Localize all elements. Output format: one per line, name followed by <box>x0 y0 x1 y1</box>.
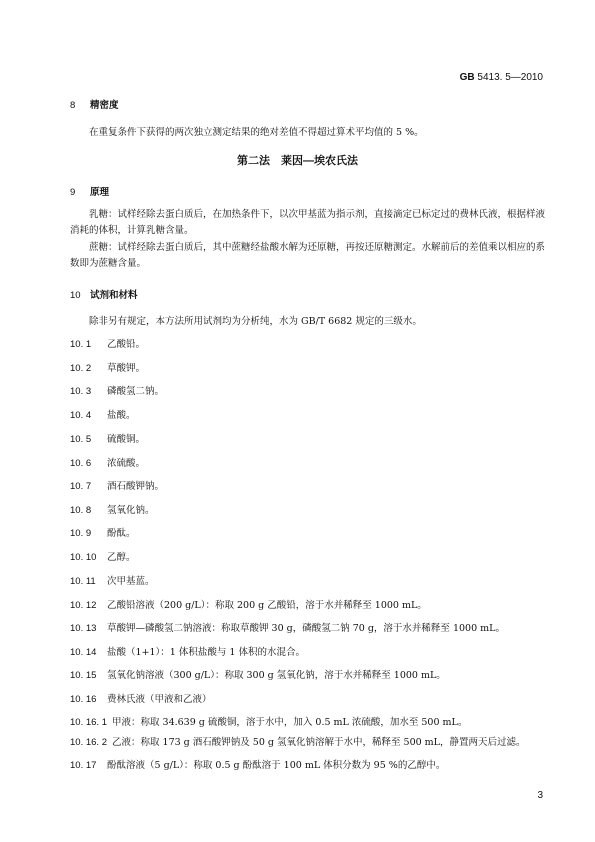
reagent-item <box>70 549 136 563</box>
section-title: 原理 <box>90 187 110 198</box>
reagent-item-text: 乙酸铅。 <box>107 339 146 350</box>
reagent-item-text: 盐酸（1+1）：1 体积盐酸与 1 体积的水混合。 <box>107 647 305 658</box>
section-8-text: 在重复条件下获得的两次独立测定结果的绝对差值不得超过算术平均值的 5 %。 <box>89 127 424 138</box>
reagent-item-number: 10. 17 <box>70 760 97 771</box>
reagent-item <box>70 757 445 771</box>
reagent-item-number: 10. 12 <box>70 600 97 611</box>
reagent-item <box>70 644 305 658</box>
reagent-item-number: 10. 15 <box>70 670 97 681</box>
principle-sucrose-paragraph <box>70 240 548 272</box>
reagent-item <box>70 336 145 350</box>
principle-lactose-text: 乳糖：试样经除去蛋白质后，在加热条件下，以次甲基蓝为指示剂，直接滴定已标定过的费林氏液，根据样液消耗的体积，计算乳糖含量。 <box>70 209 546 236</box>
reagent-item <box>70 502 155 516</box>
page-number: 3 <box>537 790 543 801</box>
section-number: 10 <box>70 290 81 301</box>
section-10-intro: 除非另有规定，本方法所用试剂均为分析纯，水为 GB/T 6682 规定的三级水。 <box>89 316 422 327</box>
reagent-item-number: 10. 5 <box>70 434 92 445</box>
section-number: 9 <box>70 187 76 198</box>
reagent-item <box>70 407 136 421</box>
reagent-item <box>70 573 155 587</box>
reagent-item-number: 10. 6 <box>70 458 92 469</box>
reagent-item-number: 10. 13 <box>70 623 97 634</box>
reagent-item-number: 10. 14 <box>70 647 97 658</box>
reagent-item <box>70 431 145 445</box>
reagent-item <box>70 525 136 539</box>
reagent-item-text: 费林氏液（甲液和乙液） <box>107 694 212 705</box>
reagent-item-text: 草酸钾。 <box>107 363 146 374</box>
reagent-item-text: 乙酸铅溶液（200 g/L）：称取 200 g 乙酸铅，溶于水并稀释至 1000 mL。 <box>107 600 427 611</box>
reagent-subitem <box>70 734 526 748</box>
reagent-subitem-text: 乙液：称取 173 g 酒石酸钾钠及 50 g 氢氧化钠溶解于水中，稀释至 500 mL，静置两天后过滤。 <box>112 737 526 748</box>
reagent-item-text: 酚酞溶液（5 g/L）：称取 0.5 g 酚酞溶于 100 mL 体积分数为 95 %的乙醇中。 <box>107 760 446 771</box>
principle-sucrose-text: 蔗糖：试样经除去蛋白质后，其中蔗糖经盐酸水解为还原糖，再按还原糖测定。水解前后的差值乘以相应的系数即为蔗糖含量。 <box>70 242 546 269</box>
reagent-item-text: 酒石酸钾钠。 <box>107 481 165 492</box>
reagent-item-number: 10. 4 <box>70 410 92 421</box>
reagent-item-number: 10. 9 <box>70 528 92 539</box>
reagent-subitem-text: 甲液：称取 34.639 g 硫酸铜，溶于水中，加入 0.5 mL 浓硫酸，加水至 500 mL。 <box>112 717 468 728</box>
reagent-item-text: 氢氧化钠。 <box>107 505 155 516</box>
reagent-item-number: 10. 7 <box>70 481 92 492</box>
reagent-item-text: 磷酸氢二钠。 <box>107 386 165 397</box>
section-9-heading <box>70 184 109 198</box>
reagent-subitem-number: 10. 16. 1 <box>70 717 107 728</box>
standard-code-number: 5413. 5—2010 <box>474 72 543 83</box>
reagent-item-text: 氢氧化钠溶液（300 g/L）：称取 300 g 氢氧化钠，溶于水并稀释至 1000 mL。 <box>107 670 446 681</box>
reagent-item <box>70 360 145 374</box>
reagent-item-number: 10. 1 <box>70 339 92 350</box>
reagent-item-text: 盐酸。 <box>107 410 136 421</box>
reagent-item <box>70 455 145 469</box>
principle-lactose-paragraph <box>70 207 548 239</box>
reagent-item-text: 乙醇。 <box>107 552 136 563</box>
reagent-item-text: 硫酸铜。 <box>107 434 146 445</box>
reagent-subitem <box>70 714 467 728</box>
reagent-item <box>70 691 212 705</box>
reagent-item <box>70 478 164 492</box>
reagent-item-number: 10. 2 <box>70 363 92 374</box>
reagent-item-text: 浓硫酸。 <box>107 458 146 469</box>
reagent-item <box>70 597 427 611</box>
section-title: 精密度 <box>90 100 119 111</box>
reagent-item-text: 草酸钾—磷酸氢二钠溶液：称取草酸钾 30 g，磷酸氢二钠 70 g，溶于水并稀释至 1000 mL。 <box>107 623 505 634</box>
section-10-heading <box>70 287 138 301</box>
reagent-item <box>70 383 164 397</box>
standard-code-prefix: GB <box>459 72 475 83</box>
section-8-heading <box>70 97 119 111</box>
reagent-item <box>70 667 446 681</box>
section-number: 8 <box>70 100 76 111</box>
reagent-item-number: 10. 3 <box>70 386 92 397</box>
reagent-subitem-number: 10. 16. 2 <box>70 737 107 748</box>
method-title: 第二法 莱因—埃农氏法 <box>237 155 358 167</box>
section-title: 试剂和材料 <box>90 290 138 301</box>
reagent-item <box>70 620 505 634</box>
reagent-item-text: 次甲基蓝。 <box>107 576 155 587</box>
reagent-item-number: 10. 11 <box>70 576 96 587</box>
reagent-item-number: 10. 16 <box>70 694 97 705</box>
reagent-item-number: 10. 8 <box>70 505 92 516</box>
reagent-item-number: 10. 10 <box>70 552 97 563</box>
standard-code-header <box>460 72 543 83</box>
reagent-item-text: 酚酞。 <box>107 528 136 539</box>
